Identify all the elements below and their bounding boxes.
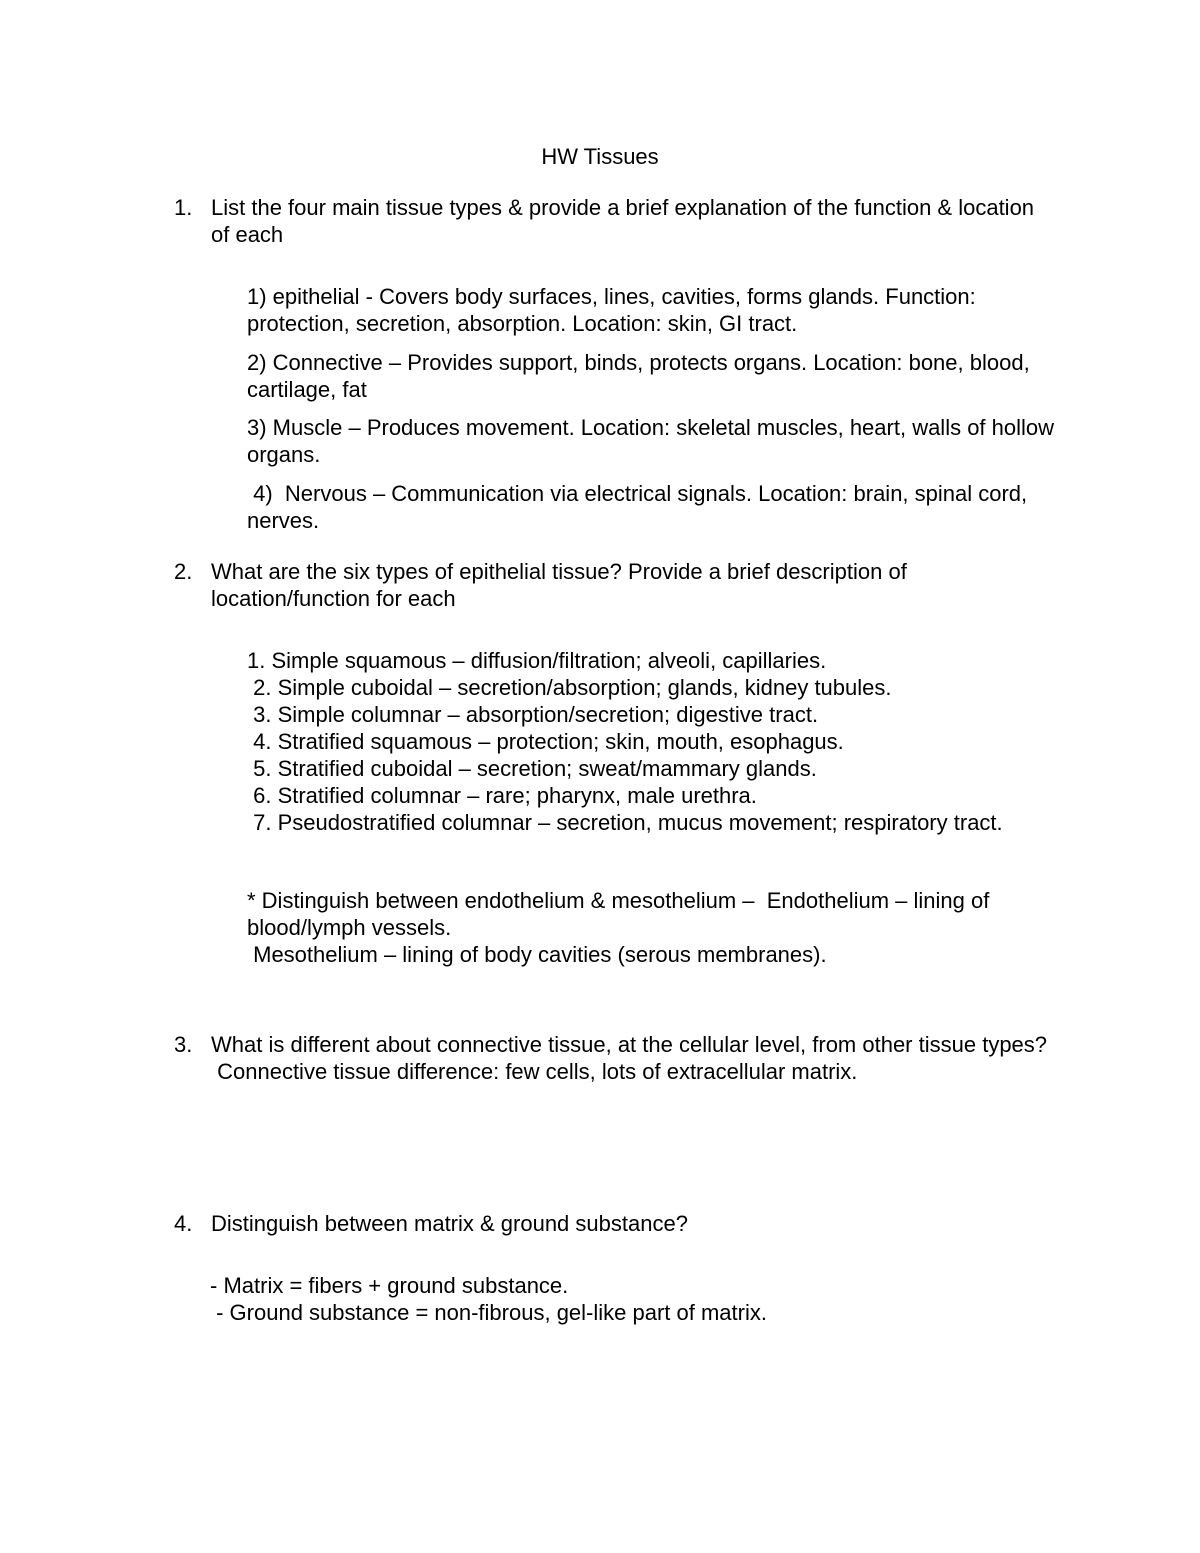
question-4-text: Distinguish between matrix & ground substance?	[211, 1211, 688, 1236]
answer-4-list	[210, 1272, 1030, 1326]
question-1	[174, 194, 1054, 248]
list-item: 5. Stratified cuboidal – secretion; sweat/mammary glands.	[247, 756, 817, 781]
list-item: 1. Simple squamous – diffusion/filtration; alveoli, capillaries.	[247, 648, 827, 673]
list-item: - Matrix = fibers + ground substance.	[210, 1273, 569, 1298]
list-item: 6. Stratified columnar – rare; pharynx, male urethra.	[247, 783, 757, 808]
answer-1-nervous	[247, 480, 1067, 534]
answer-3-text: Connective tissue difference: few cells, lots of extracellular matrix.	[211, 1059, 858, 1084]
answer-1-muscle	[247, 414, 1067, 468]
list-item: 3. Simple columnar – absorption/secretion; digestive tract.	[247, 702, 819, 727]
answer-text: 2) Connective – Provides support, binds, protects organs. Location: bone, blood, cartilage, fat	[247, 350, 1030, 402]
answer-1-connective	[247, 349, 1067, 403]
document-title: HW Tissues	[541, 144, 659, 169]
answer-text: 3) Muscle – Produces movement. Location: skeletal muscles, heart, walls of hollow organs.	[247, 415, 1055, 467]
list-item: - Ground substance = non-fibrous, gel-like part of matrix.	[210, 1300, 767, 1325]
question-3-number: 3.	[174, 1032, 193, 1057]
list-item: 2. Simple cuboidal – secretion/absorption; glands, kidney tubules.	[247, 675, 892, 700]
question-4	[174, 1210, 1054, 1237]
answer-text: 4) Nervous – Communication via electrical signals. Location: brain, spinal cord, nerves.	[247, 481, 1034, 533]
question-2-number: 2.	[174, 559, 193, 584]
mesothelium-text: Mesothelium – lining of body cavities (serous membranes).	[247, 942, 827, 967]
question-3-text: What is different about connective tissue, at the cellular level, from other tissue types?	[211, 1032, 1048, 1057]
question-3	[174, 1031, 1054, 1085]
answer-2-distinguish	[247, 887, 1067, 968]
answer-1-epithelial	[247, 283, 1067, 337]
distinguish-text: * Distinguish between endothelium & mesothelium – Endothelium – lining of blood/lymph vessels.	[247, 888, 996, 940]
answer-text: 1) epithelial - Covers body surfaces, lines, cavities, forms glands. Function: protection, secretion, absorption. Location: skin, GI tract.	[247, 284, 976, 336]
answer-2-list	[247, 647, 1067, 836]
question-2-text: What are the six types of epithelial tissue? Provide a brief description of location/function for each	[211, 559, 907, 611]
list-item: 4. Stratified squamous – protection; skin, mouth, esophagus.	[247, 729, 844, 754]
question-2	[174, 558, 1054, 612]
question-1-number: 1.	[174, 195, 193, 220]
question-4-number: 4.	[174, 1211, 193, 1236]
list-item: 7. Pseudostratified columnar – secretion, mucus movement; respiratory tract.	[247, 810, 1003, 835]
question-1-text: List the four main tissue types & provide a brief explanation of the function & location of each	[211, 195, 1035, 247]
